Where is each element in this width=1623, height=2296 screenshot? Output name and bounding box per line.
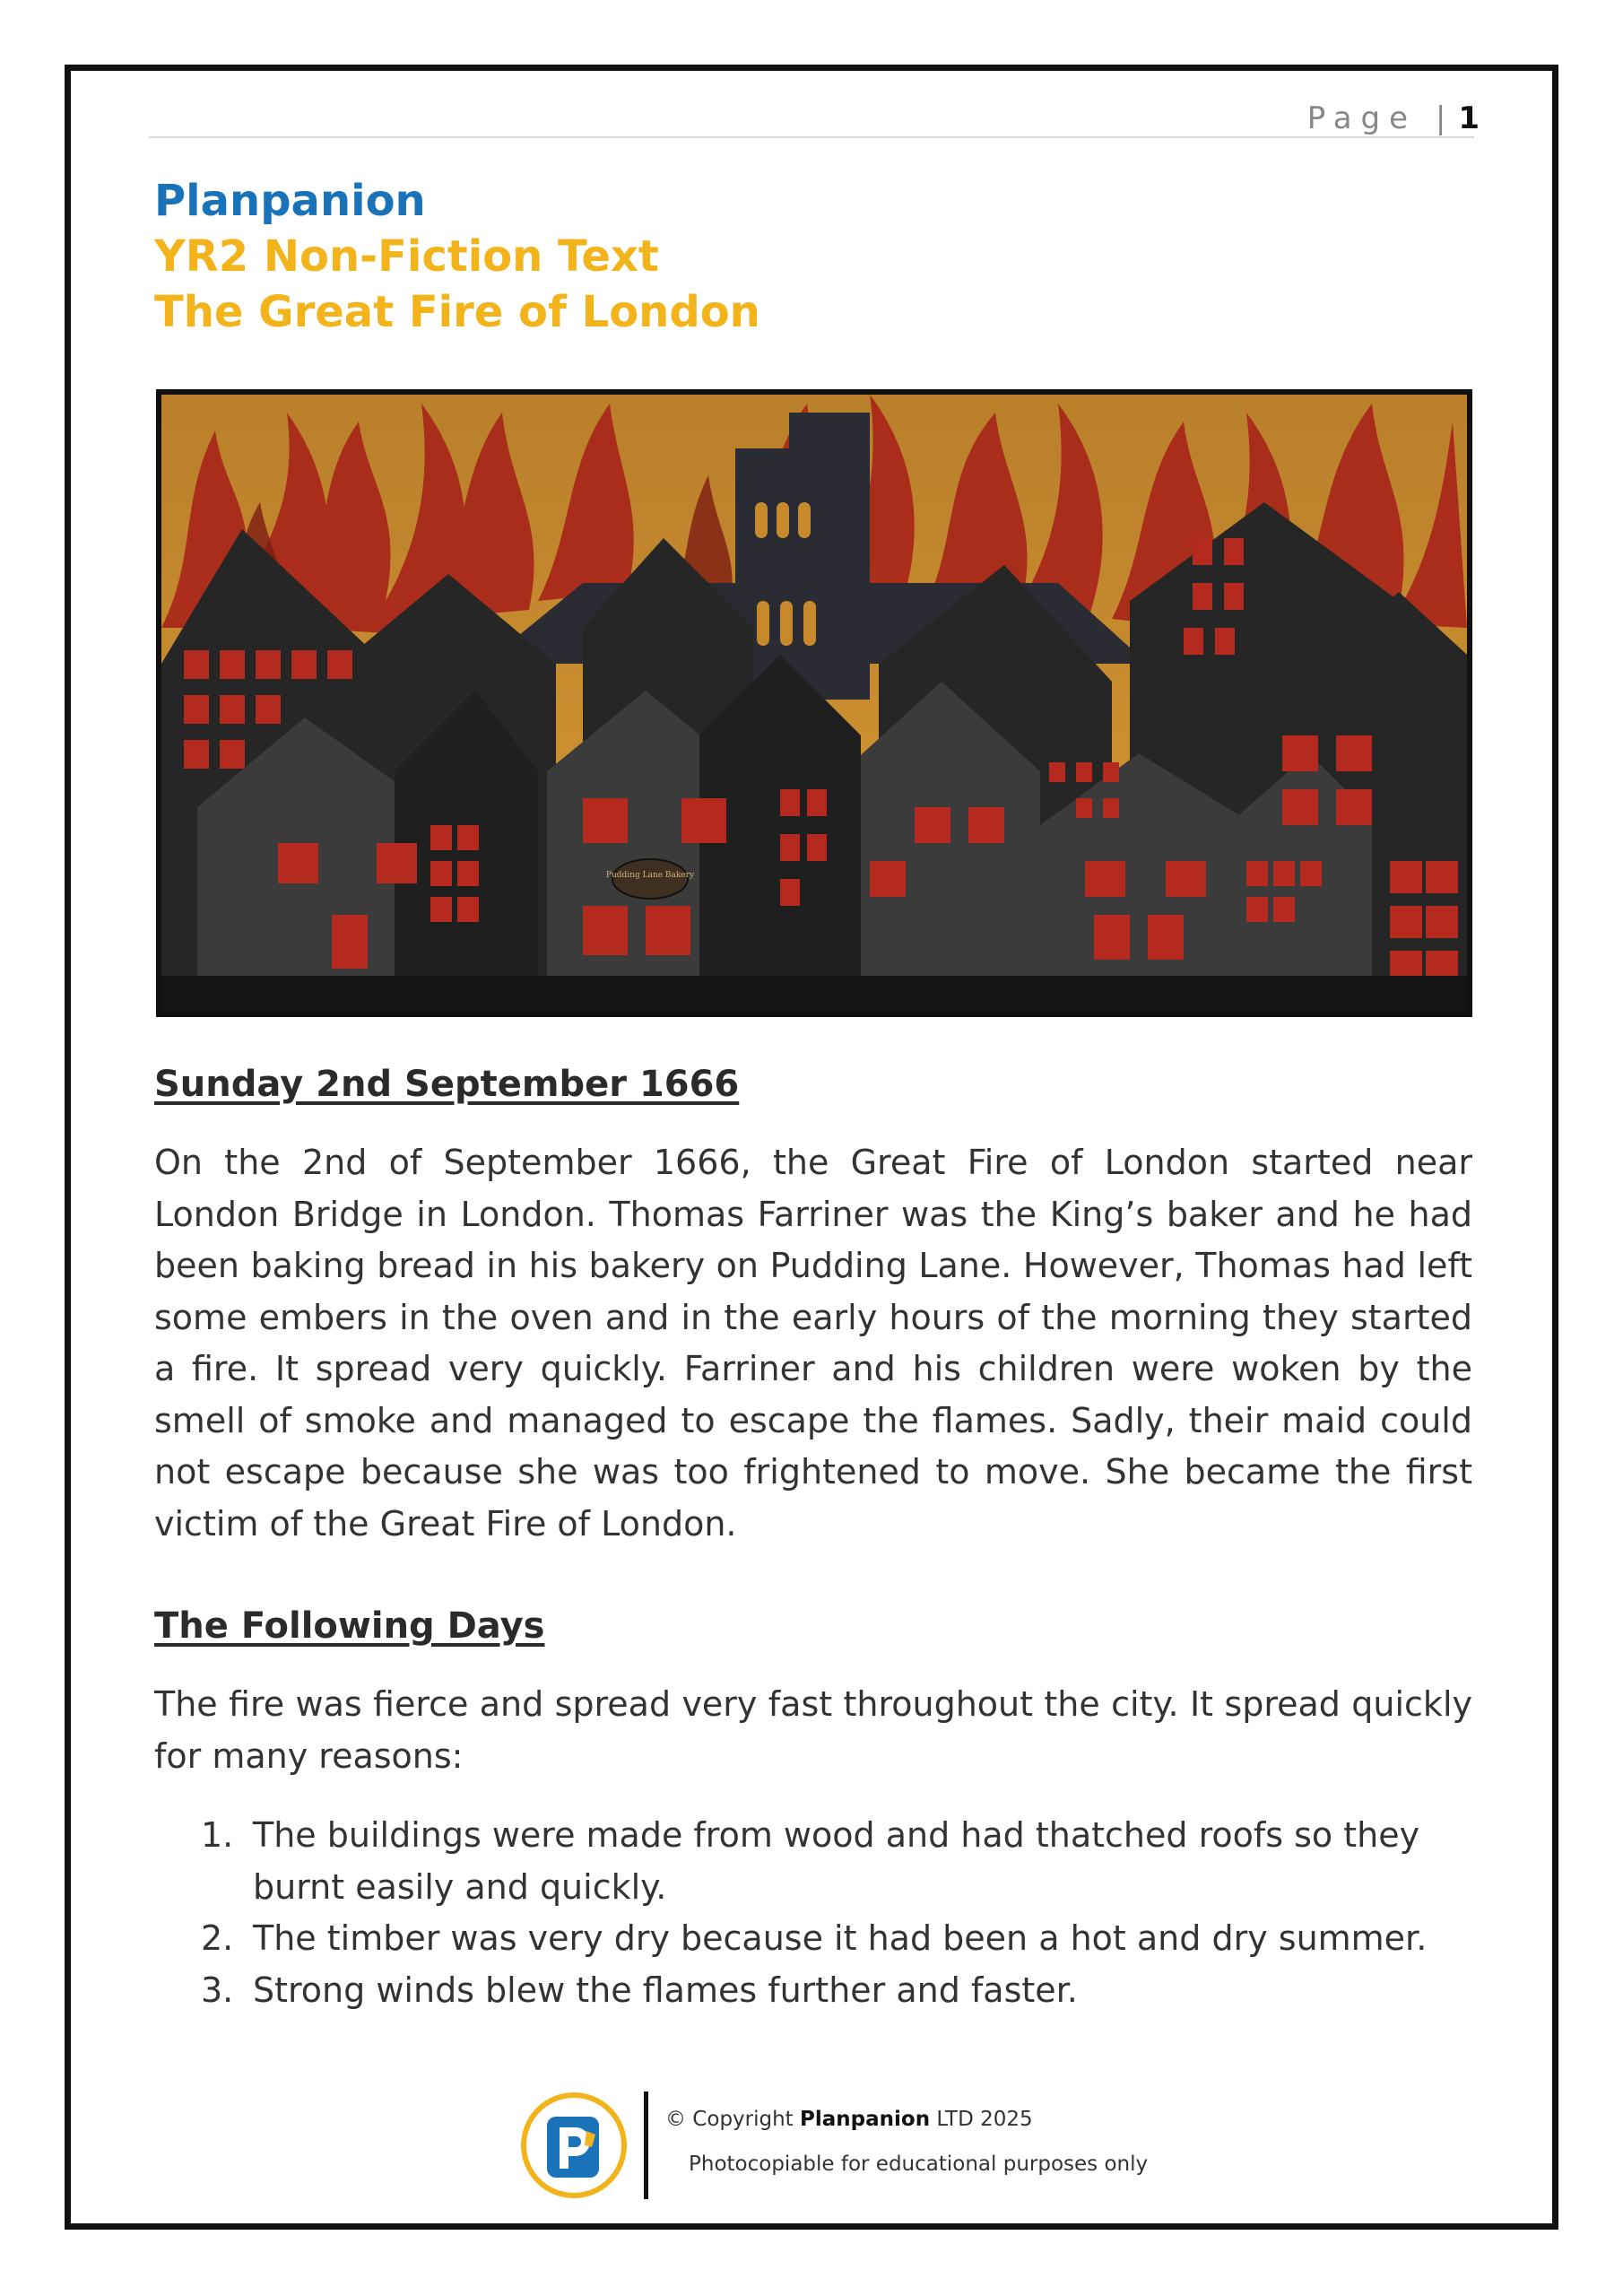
section-heading-sunday: Sunday 2nd September 1666 — [154, 1064, 740, 1105]
reasons-list — [154, 1810, 1472, 2016]
page-number: Page | 1 — [1306, 100, 1480, 136]
footer-copyright: © Copyright Planpanion LTD 2025 — [665, 2108, 1033, 2131]
great-fire-illustration — [156, 389, 1472, 1017]
section-paragraph-sunday: On the 2nd of September 1666, the Great Fire of London started near London Bridge in London. Thomas Farriner was the King’s baker and he had been baking bread in his bakery on Pudding Lane. However, Thomas had left some embers in the oven and in the early hours of the morning they started a fire. It spread very quickly. Farriner and his children were woken by the smell of smoke and managed to escape the flames. Sadly, their maid could not escape because she was too frightened to move. She became the first victim of the Great Fire of London. — [154, 1143, 1472, 1544]
bakery-sign: Pudding Lane Bakery — [605, 871, 695, 880]
list-item: 2. The timber was very dry because it had been a hot and dry summer. — [201, 1918, 1428, 1958]
list-item: 3. Strong winds blew the flames further and faster. — [201, 1970, 1078, 2010]
footer-divider — [644, 2092, 648, 2199]
document-title: The Great Fire of London — [154, 287, 760, 337]
section-paragraph-following-days: The fire was fierce and spread very fast throughout the city. It spread quickly for many reasons: — [154, 1684, 1472, 1776]
brand-title: Planpanion — [154, 176, 426, 226]
list-item: 1. The buildings were made from wood and had thatched roofs so they burnt easily and quickly. — [201, 1815, 1420, 1907]
section-heading-following-days: The Following Days — [154, 1605, 545, 1647]
planpanion-logo-icon — [520, 2092, 628, 2199]
header-divider — [149, 136, 1474, 138]
document-subtitle: YR2 Non-Fiction Text — [154, 231, 659, 282]
footer-note: Photocopiable for educational purposes only — [689, 2152, 1149, 2176]
